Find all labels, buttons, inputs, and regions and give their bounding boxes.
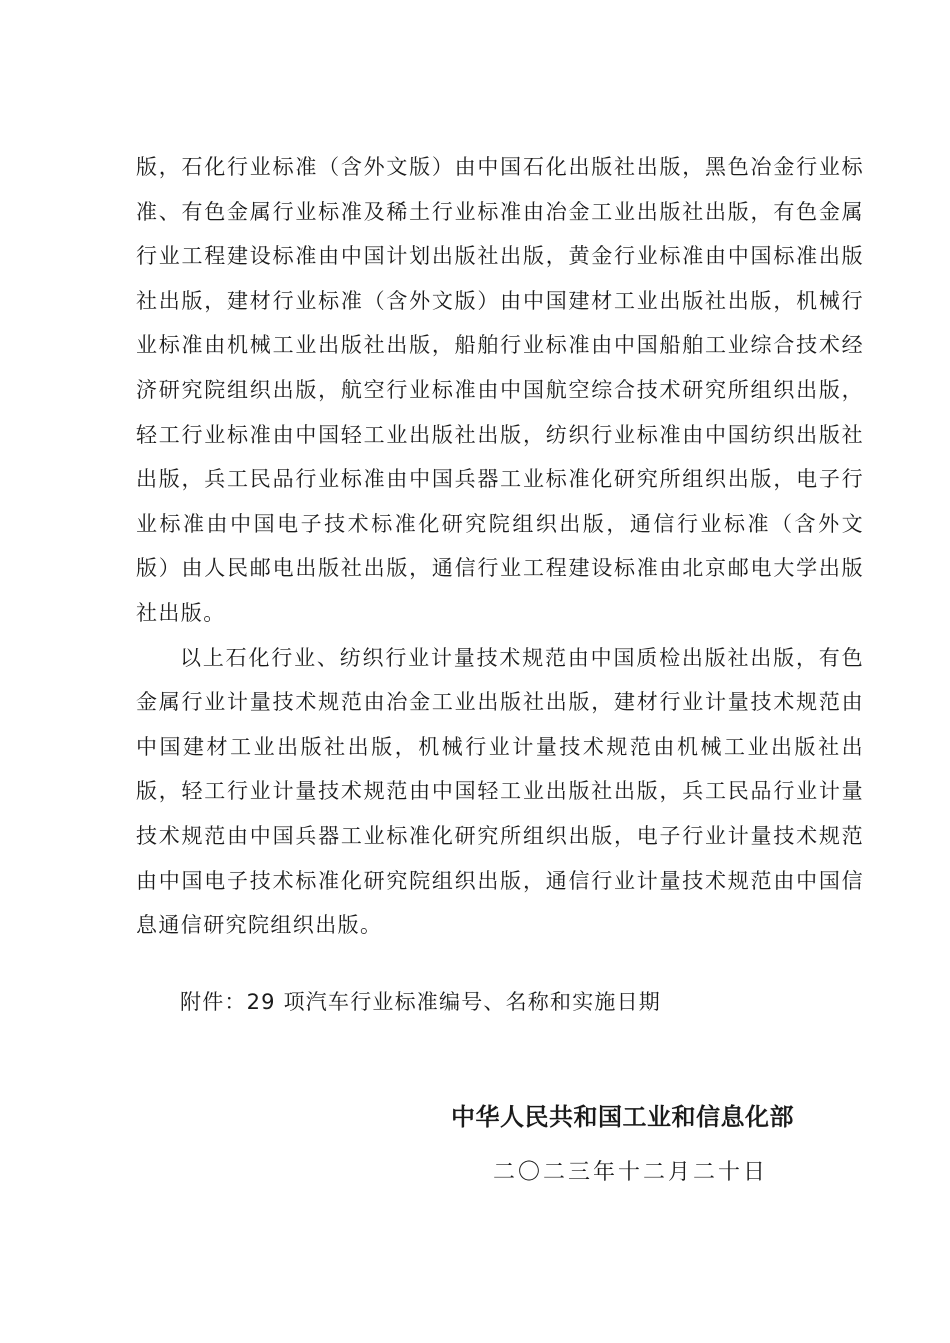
issuing-authority: 中华人民共和国工业和信息化部 [451, 1103, 794, 1131]
document-body [136, 145, 864, 948]
issue-date: 二〇二三年十二月二十日 [493, 1160, 769, 1185]
paragraph-continuation: 版，石化行业标准（含外文版）由中国石化出版社出版，黑色冶金行业标准、有色金属行业标准及稀土行业标准由冶金工业出版社出版，有色金属行业工程建设标准由中国计划出版社出版，黄金行业标准由中国标准出版社出版，建材行业标准（含外文版）由中国建材工业出版社出版，机械行业标准由机械工业出版社出版，船舶行业标准由中国船舶工业综合技术经济研究院组织出版，航空行业标准由中国航空综合技术研究所组织出版，轻工行业标准由中国轻工业出版社出版，纺织行业标准由中国纺织出版社出版，兵工民品行业标准由中国兵器工业标准化研究所组织出版，电子行业标准由中国电子技术标准化研究院组织出版，通信行业标准（含外文版）由人民邮电出版社出版，通信行业工程建设标准由北京邮电大学出版社出版。 [136, 155, 864, 625]
attachment-line: 附件：29 项汽车行业标准编号、名称和实施日期 [180, 990, 661, 1014]
paragraph-metrology-publishers: 以上石化行业、纺织行业计量技术规范由中国质检出版社出版，有色金属行业计量技术规范由冶金工业出版社出版，建材行业计量技术规范由中国建材工业出版社出版，机械行业计量技术规范由机械工业出版社出版，轻工行业计量技术规范由中国轻工业出版社出版，兵工民品行业计量技术规范由中国兵器工业标准化研究所组织出版，电子行业计量技术规范由中国电子技术标准化研究院组织出版，通信行业计量技术规范由中国信息通信研究院组织出版。 [136, 645, 864, 938]
